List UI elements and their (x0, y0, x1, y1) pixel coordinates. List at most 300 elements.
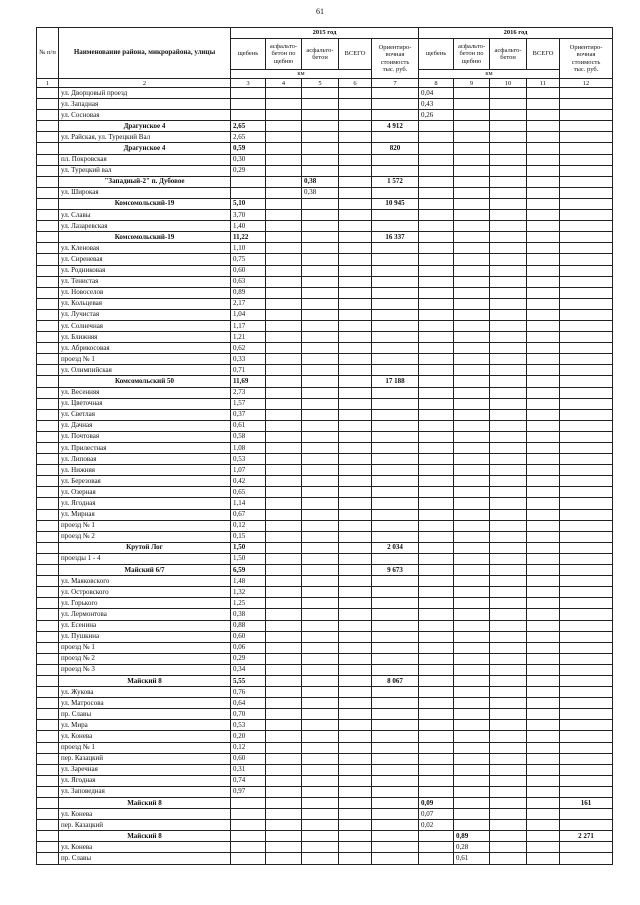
value-cell (266, 687, 302, 698)
value-cell (339, 143, 372, 154)
street-name: ул. Заповедная (59, 786, 231, 797)
value-cell (454, 753, 490, 764)
value-cell (302, 309, 339, 320)
value-cell (419, 853, 454, 864)
value-cell (419, 731, 454, 742)
value-cell (527, 243, 560, 254)
street-name: ул. Липовая (59, 454, 231, 465)
row-number-cell (37, 842, 59, 853)
value-cell (302, 99, 339, 110)
value-cell: 0,62 (231, 343, 266, 354)
value-cell (339, 542, 372, 553)
value-cell (560, 587, 613, 598)
value-cell: 1,10 (231, 243, 266, 254)
column-number: 4 (266, 79, 302, 88)
value-cell (302, 664, 339, 675)
value-cell (527, 698, 560, 709)
value-cell (302, 609, 339, 620)
value-cell (454, 465, 490, 476)
value-cell: 0,89 (454, 831, 490, 842)
value-cell (560, 620, 613, 631)
value-cell (560, 332, 613, 343)
value-cell: 161 (560, 798, 613, 809)
value-cell (490, 620, 527, 631)
value-cell (419, 587, 454, 598)
value-cell (302, 598, 339, 609)
value-cell: 6,59 (231, 565, 266, 576)
value-cell (419, 465, 454, 476)
value-cell (339, 210, 372, 221)
value-cell (490, 664, 527, 675)
value-cell: 11,69 (231, 376, 266, 387)
value-cell (302, 387, 339, 398)
value-cell (454, 709, 490, 720)
value-cell (419, 720, 454, 731)
col-header: асфальто-бетон по щебню (266, 39, 302, 70)
value-cell (527, 520, 560, 531)
value-cell (266, 332, 302, 343)
value-cell (454, 487, 490, 498)
value-cell (372, 365, 419, 376)
street-row (37, 309, 613, 320)
value-cell (339, 221, 372, 232)
column-number: 11 (527, 79, 560, 88)
value-cell (419, 831, 454, 842)
value-cell (560, 675, 613, 686)
value-cell: 0,61 (231, 420, 266, 431)
value-cell (560, 809, 613, 820)
value-cell: 9 673 (372, 565, 419, 576)
value-cell (302, 154, 339, 165)
street-name: пер. Казацкий (59, 820, 231, 831)
value-cell (266, 309, 302, 320)
col-header: Ориентиро-вочная стоимость тыс. руб. (560, 39, 613, 79)
value-cell (527, 176, 560, 187)
value-cell (560, 409, 613, 420)
value-cell (527, 343, 560, 354)
value-cell (231, 110, 266, 121)
street-row (37, 509, 613, 520)
value-cell (527, 110, 560, 121)
row-number-cell (37, 687, 59, 698)
street-name: проезд № 1 (59, 742, 231, 753)
value-cell (419, 309, 454, 320)
row-number-cell (37, 520, 59, 531)
value-cell (560, 565, 613, 576)
street-row (37, 343, 613, 354)
value-cell (490, 853, 527, 864)
value-cell (266, 753, 302, 764)
street-row (37, 753, 613, 764)
row-number-cell (37, 764, 59, 775)
value-cell (266, 842, 302, 853)
table-body (37, 88, 613, 865)
value-cell: 5,10 (231, 198, 266, 209)
value-cell (527, 409, 560, 420)
value-cell: 0,07 (419, 809, 454, 820)
value-cell (372, 409, 419, 420)
street-name: проезд № 2 (59, 531, 231, 542)
row-number-cell (37, 565, 59, 576)
value-cell (527, 531, 560, 542)
value-cell (339, 154, 372, 165)
col-header: асфальто-бетон (490, 39, 527, 70)
value-cell (560, 232, 613, 243)
value-cell (560, 254, 613, 265)
street-row (37, 454, 613, 465)
value-cell: 1,25 (231, 598, 266, 609)
value-cell (527, 398, 560, 409)
value-cell (454, 354, 490, 365)
value-cell (560, 753, 613, 764)
value-cell: 2 271 (560, 831, 613, 842)
value-cell: 11,22 (231, 232, 266, 243)
street-row (37, 476, 613, 487)
value-cell (372, 664, 419, 675)
value-cell (266, 542, 302, 553)
value-cell (266, 642, 302, 653)
row-number-cell (37, 553, 59, 564)
value-cell (302, 675, 339, 686)
value-cell (490, 376, 527, 387)
value-cell (372, 332, 419, 343)
value-cell: 0,74 (231, 775, 266, 786)
row-number-cell (37, 642, 59, 653)
value-cell (419, 454, 454, 465)
value-cell (302, 842, 339, 853)
value-cell (454, 165, 490, 176)
value-cell (527, 609, 560, 620)
street-name: проезды 1 - 4 (59, 553, 231, 564)
row-number-cell (37, 720, 59, 731)
value-cell (266, 154, 302, 165)
value-cell (372, 631, 419, 642)
value-cell (454, 786, 490, 797)
value-cell (302, 631, 339, 642)
value-cell (266, 465, 302, 476)
value-cell (490, 576, 527, 587)
value-cell (266, 609, 302, 620)
value-cell (339, 265, 372, 276)
street-row (37, 465, 613, 476)
value-cell (266, 99, 302, 110)
value-cell (372, 287, 419, 298)
value-cell (454, 798, 490, 809)
value-cell (560, 853, 613, 864)
value-cell (560, 542, 613, 553)
value-cell (527, 764, 560, 775)
value-cell (419, 320, 454, 331)
street-name: ул. Светлая (59, 409, 231, 420)
value-cell (490, 809, 527, 820)
street-name: ул. Пушкина (59, 631, 231, 642)
value-cell (266, 565, 302, 576)
value-cell (419, 132, 454, 143)
value-cell (490, 443, 527, 454)
value-cell: 820 (372, 143, 419, 154)
value-cell (490, 653, 527, 664)
value-cell (339, 232, 372, 243)
value-cell (302, 243, 339, 254)
value-cell (527, 476, 560, 487)
value-cell: 1,14 (231, 498, 266, 509)
value-cell (339, 565, 372, 576)
value-cell (490, 731, 527, 742)
value-cell: 1,57 (231, 398, 266, 409)
value-cell (339, 820, 372, 831)
value-cell (302, 565, 339, 576)
value-cell (419, 576, 454, 587)
street-row (37, 642, 613, 653)
value-cell (560, 598, 613, 609)
row-number-cell (37, 221, 59, 232)
value-cell (527, 853, 560, 864)
value-cell (231, 820, 266, 831)
value-cell (372, 99, 419, 110)
value-cell (527, 786, 560, 797)
value-cell (302, 520, 339, 531)
row-number-cell (37, 598, 59, 609)
value-cell (490, 820, 527, 831)
value-cell (419, 476, 454, 487)
value-cell (560, 520, 613, 531)
unit-km-header: км (419, 70, 560, 79)
street-name: ул. Лучистая (59, 309, 231, 320)
value-cell (302, 576, 339, 587)
value-cell: 0,60 (231, 753, 266, 764)
value-cell (490, 254, 527, 265)
value-cell: 1,17 (231, 320, 266, 331)
value-cell (419, 753, 454, 764)
value-cell (302, 487, 339, 498)
value-cell (339, 354, 372, 365)
value-cell (454, 809, 490, 820)
value-cell (266, 675, 302, 686)
value-cell (339, 742, 372, 753)
value-cell (266, 343, 302, 354)
value-cell (454, 609, 490, 620)
street-name: ул. Новоселов (59, 287, 231, 298)
value-cell (419, 343, 454, 354)
row-number-cell (37, 320, 59, 331)
street-row (37, 99, 613, 110)
street-row (37, 187, 613, 198)
value-cell: 0,30 (231, 154, 266, 165)
value-cell (454, 254, 490, 265)
value-cell (419, 176, 454, 187)
value-cell: 1 572 (372, 176, 419, 187)
value-cell (339, 431, 372, 442)
value-cell (454, 742, 490, 753)
value-cell (560, 720, 613, 731)
street-name: ул. Лермонтова (59, 609, 231, 620)
value-cell (454, 154, 490, 165)
value-cell (560, 309, 613, 320)
value-cell (266, 809, 302, 820)
value-cell (302, 298, 339, 309)
value-cell (419, 620, 454, 631)
district-name: Комсомольский 50 (59, 376, 231, 387)
value-cell (339, 243, 372, 254)
value-cell (419, 165, 454, 176)
value-cell (266, 387, 302, 398)
col-header: Ориентиро-вочная стоимость тыс. руб. (372, 39, 419, 79)
col-header: асфальто-бетон (302, 39, 339, 70)
value-cell (372, 387, 419, 398)
value-cell (339, 454, 372, 465)
row-number-cell (37, 110, 59, 121)
district-row (37, 798, 613, 809)
value-cell (231, 798, 266, 809)
value-cell (419, 642, 454, 653)
value-cell (266, 431, 302, 442)
value-cell (339, 653, 372, 664)
row-number-cell (37, 664, 59, 675)
value-cell (490, 309, 527, 320)
street-name: ул. Жукова (59, 687, 231, 698)
value-cell (527, 664, 560, 675)
value-cell (302, 553, 339, 564)
value-cell (490, 121, 527, 132)
value-cell (527, 320, 560, 331)
street-name: ул. Есенина (59, 620, 231, 631)
value-cell (560, 531, 613, 542)
value-cell (527, 576, 560, 587)
value-cell (490, 143, 527, 154)
district-row (37, 376, 613, 387)
street-name: ул. Конева (59, 731, 231, 742)
street-row (37, 664, 613, 675)
value-cell: 0,28 (454, 842, 490, 853)
value-cell (490, 642, 527, 653)
value-cell (339, 476, 372, 487)
value-cell (339, 465, 372, 476)
value-cell (490, 110, 527, 121)
value-cell (302, 687, 339, 698)
value-cell (372, 698, 419, 709)
district-name: Драгунское 4 (59, 121, 231, 132)
value-cell (302, 764, 339, 775)
row-number-cell (37, 742, 59, 753)
street-name: ул. Цветочная (59, 398, 231, 409)
row-number-cell (37, 265, 59, 276)
value-cell (419, 598, 454, 609)
value-cell (527, 198, 560, 209)
value-cell (266, 620, 302, 631)
street-name: ул. Мира (59, 720, 231, 731)
value-cell (490, 587, 527, 598)
value-cell (527, 820, 560, 831)
row-number-cell (37, 454, 59, 465)
value-cell (527, 332, 560, 343)
value-cell (372, 88, 419, 99)
value-cell (339, 731, 372, 742)
value-cell (560, 376, 613, 387)
value-cell (419, 298, 454, 309)
value-cell (372, 398, 419, 409)
value-cell (490, 154, 527, 165)
street-row (37, 332, 613, 343)
value-cell (454, 653, 490, 664)
district-row (37, 176, 613, 187)
value-cell (527, 509, 560, 520)
value-cell (527, 709, 560, 720)
value-cell: 0,12 (231, 520, 266, 531)
value-cell (454, 720, 490, 731)
value-cell (560, 487, 613, 498)
value-cell (490, 420, 527, 431)
value-cell (454, 531, 490, 542)
value-cell (302, 232, 339, 243)
value-cell (560, 631, 613, 642)
value-cell (454, 121, 490, 132)
value-cell (266, 531, 302, 542)
value-cell (372, 842, 419, 853)
street-row (37, 88, 613, 99)
row-number-cell (37, 254, 59, 265)
value-cell (560, 454, 613, 465)
value-cell (372, 132, 419, 143)
value-cell: 16 337 (372, 232, 419, 243)
value-cell (302, 343, 339, 354)
value-cell: 0,38 (302, 176, 339, 187)
value-cell (454, 642, 490, 653)
value-cell (419, 387, 454, 398)
value-cell (527, 154, 560, 165)
value-cell: 1,40 (231, 221, 266, 232)
row-number-cell (37, 354, 59, 365)
value-cell (302, 210, 339, 221)
value-cell (266, 243, 302, 254)
value-cell: 1,08 (231, 443, 266, 454)
street-row (37, 742, 613, 753)
value-cell (527, 287, 560, 298)
column-number: 2 (59, 79, 231, 88)
value-cell (490, 265, 527, 276)
value-cell: 0,71 (231, 365, 266, 376)
row-number-cell (37, 753, 59, 764)
value-cell (266, 398, 302, 409)
value-cell (454, 443, 490, 454)
value-cell (527, 842, 560, 853)
column-number: 12 (560, 79, 613, 88)
value-cell (419, 653, 454, 664)
value-cell: 1,32 (231, 587, 266, 598)
value-cell (560, 365, 613, 376)
value-cell (302, 221, 339, 232)
value-cell (302, 742, 339, 753)
value-cell (454, 298, 490, 309)
value-cell (560, 298, 613, 309)
value-cell (454, 265, 490, 276)
value-cell (527, 99, 560, 110)
value-cell (454, 454, 490, 465)
value-cell (339, 520, 372, 531)
value-cell (266, 820, 302, 831)
value-cell (302, 809, 339, 820)
value-cell (490, 542, 527, 553)
value-cell: 0,70 (231, 709, 266, 720)
value-cell (560, 187, 613, 198)
street-name: проезд № 1 (59, 642, 231, 653)
value-cell (266, 354, 302, 365)
value-cell (302, 698, 339, 709)
street-name: ул. Мирная (59, 509, 231, 520)
row-number-cell (37, 809, 59, 820)
value-cell (372, 609, 419, 620)
value-cell (419, 187, 454, 198)
value-cell (454, 509, 490, 520)
